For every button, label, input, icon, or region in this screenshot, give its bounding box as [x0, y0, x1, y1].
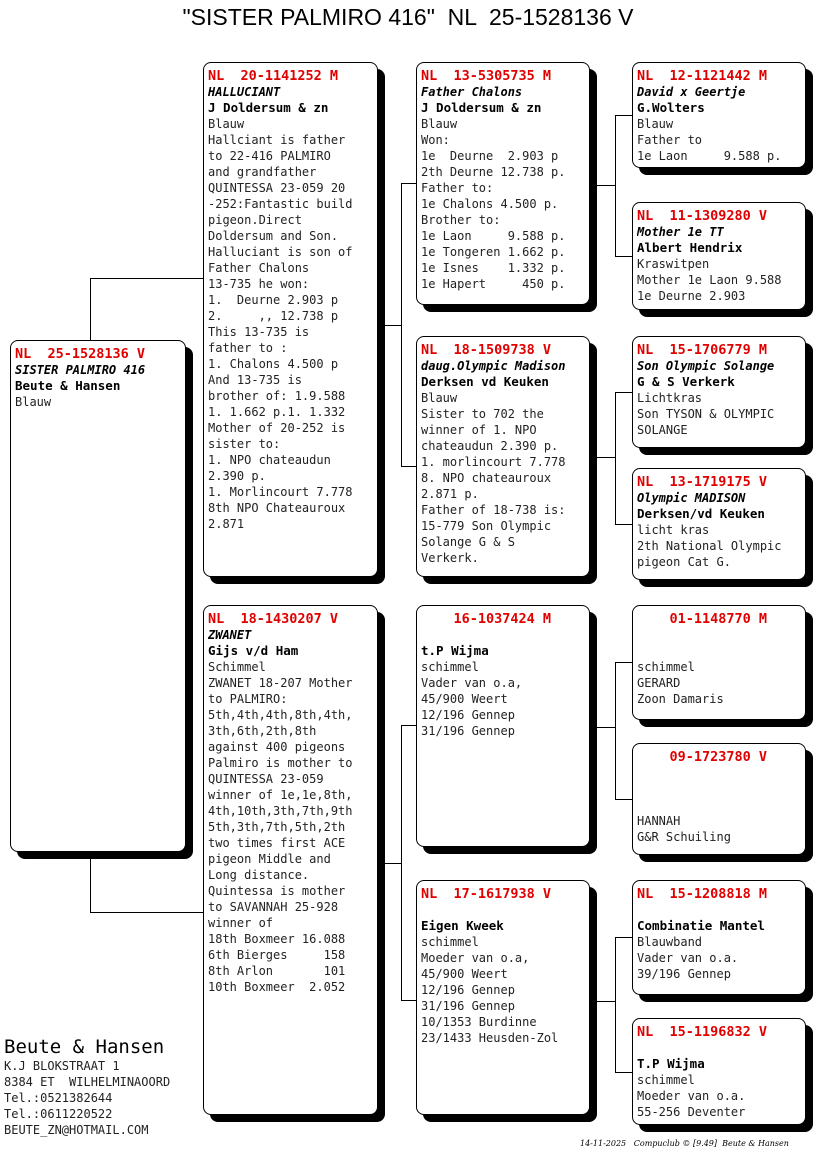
ring-number	[637, 208, 805, 224]
note-line: QUINTESSA 23-059 20	[208, 181, 346, 195]
ring-id: 13-1719175 V	[669, 474, 768, 490]
note-line: 1e Deurne 2.903	[637, 289, 746, 303]
pigeon-card-dam[interactable]	[203, 605, 378, 1115]
pigeon-color: Lichtkras	[637, 391, 703, 405]
breeder-name: Gijs v/d Ham	[208, 643, 299, 658]
ring-country: NL	[421, 886, 438, 902]
note-line: to PALMIRO:	[208, 692, 288, 706]
connector	[90, 859, 91, 912]
footer-credit: 14-11-2025 Compuclub © [9.49] Beute & Hansen	[580, 1139, 789, 1148]
ring-country: NL	[637, 474, 654, 490]
note-line: Verkerk.	[421, 551, 479, 565]
breeder-name: t.P Wijma	[421, 643, 489, 658]
pigeon-name	[637, 627, 805, 643]
note-line: -252:Fantastic build	[208, 197, 353, 211]
pigeon-card-sire-dam[interactable]	[416, 336, 590, 577]
connector	[385, 863, 401, 864]
note-line: Mother of 20-252 is	[208, 421, 346, 435]
note-line: 1. NPO chateaudun	[208, 453, 331, 467]
ring-id: 15-1706779 M	[669, 342, 768, 358]
note-line: 8. NPO chateauroux	[421, 471, 552, 485]
connector	[615, 937, 632, 938]
pigeon-name	[421, 627, 589, 643]
note-line: 1e Tongeren 1.662 p.	[421, 245, 566, 259]
note-line: Hallciant is father	[208, 133, 346, 147]
note-line: two times first ACE	[208, 836, 346, 850]
note-line: sister to:	[208, 437, 281, 451]
ring-number	[421, 886, 589, 902]
note-line: 18th Boxmeer 16.088	[208, 932, 346, 946]
breeder-name: Derksen/vd Keuken	[637, 506, 765, 521]
ring-country: NL	[637, 886, 654, 902]
pigeon-name: Olympic MADISON	[637, 491, 746, 505]
note-line: winner of 1e,1e,8th,	[208, 788, 353, 802]
pigeon-card-ggp-1[interactable]	[632, 62, 806, 168]
breeder-name: J Doldersum & zn	[421, 100, 542, 115]
note-line: Vader van o.a,	[421, 676, 523, 690]
note-line: This 13-735 is	[208, 325, 310, 339]
ring-number	[637, 342, 805, 358]
connector	[615, 1072, 632, 1073]
note-line: 12/196 Gennep	[421, 983, 515, 997]
pigeon-color: Kraswitpen	[637, 257, 710, 271]
note-line: 8th Arlon 101	[208, 964, 346, 978]
ring-number	[421, 611, 589, 627]
ring-country: NL	[15, 346, 32, 362]
ring-country: NL	[421, 342, 438, 358]
note-line: 1. Deurne 2.903 p	[208, 293, 339, 307]
note-line: And 13-735 is	[208, 373, 302, 387]
ring-number	[637, 886, 805, 902]
owner-address: K.J BLOKSTRAAT 1	[4, 1059, 120, 1073]
note-line: 2.871 p.	[421, 487, 479, 501]
breeder-name	[637, 643, 805, 659]
breeder-name: Combinatie Mantel	[637, 918, 765, 933]
pigeon-name	[637, 902, 805, 918]
note-line: Brother to:	[421, 213, 501, 227]
note-line: father to :	[208, 341, 288, 355]
pigeon-color: Blauw	[15, 395, 52, 409]
ring-id: 09-1723780 V	[669, 749, 768, 765]
note-line: Sister to 702 the	[421, 407, 544, 421]
pigeon-card-ggp-3[interactable]	[632, 336, 806, 448]
pigeon-name: HALLUCIANT	[208, 85, 281, 99]
ring-id: 15-1208818 M	[669, 886, 768, 902]
owner-email[interactable]: BEUTE_ZN@HOTMAIL.COM	[4, 1123, 149, 1137]
note-line: 2. ,, 12.738 p	[208, 309, 339, 323]
pigeon-name: David x Geertje	[637, 85, 746, 99]
ring-country: NL	[637, 68, 654, 84]
connector	[615, 115, 616, 256]
note-line: Solange G & S	[421, 535, 515, 549]
connector	[401, 183, 416, 184]
note-line: pigeon.Direct	[208, 213, 302, 227]
note-line: 4th,10th,3th,7th,9th	[208, 804, 353, 818]
note-line: pigeon Cat G.	[637, 555, 731, 569]
note-line: Halluciant is son of	[208, 245, 353, 259]
note-line: 5th,3th,7th,5th,2th	[208, 820, 346, 834]
note-line: 1. morlincourt 7.778	[421, 455, 566, 469]
breeder-name	[637, 781, 805, 797]
pigeon-color: schimmel	[421, 935, 479, 949]
note-line: 2th National Olympic	[637, 539, 782, 553]
note-line: and grandfather	[208, 165, 317, 179]
ring-country: NL	[637, 1024, 654, 1040]
pigeon-card-ggp-6[interactable]	[632, 743, 806, 855]
breeder-name: Albert Hendrix	[637, 240, 743, 255]
pigeon-color: Blauwband	[637, 935, 703, 949]
note-line: brother of: 1.9.588	[208, 389, 346, 403]
connector	[401, 725, 416, 726]
note-line: Son TYSON & OLYMPIC	[637, 407, 775, 421]
breeder-name: Beute & Hansen	[15, 378, 121, 393]
pigeon-name: Son Olympic Solange	[637, 359, 775, 373]
ring-country: NL	[208, 68, 225, 84]
note-line: 1e Isnes 1.332 p.	[421, 261, 566, 275]
breeder-name: G & S Verkerk	[637, 374, 735, 389]
note-line: 1e Laon 9.588 p.	[421, 229, 566, 243]
note-line: 39/196 Gennep	[637, 967, 731, 981]
note-line: HANNAH	[637, 814, 681, 828]
note-line: 3th,6th,2th,8th	[208, 724, 317, 738]
note-line: pigeon Middle and	[208, 852, 331, 866]
note-line: 1e Deurne 2.903 p	[421, 149, 559, 163]
note-line: 31/196 Gennep	[421, 724, 515, 738]
note-line: 1e Laon 9.588 p.	[637, 149, 782, 163]
note-line: 8th NPO Chateauroux	[208, 501, 346, 515]
pigeon-card-dam-dam[interactable]	[416, 880, 590, 1115]
owner-phone-2: Tel.:0611220522	[4, 1107, 113, 1121]
ring-id: 18-1509738 V	[453, 342, 552, 358]
note-line: 1e Hapert 450 p.	[421, 277, 566, 291]
note-line: Father Chalons	[208, 261, 310, 275]
note-line: 10/1353 Burdinne	[421, 1015, 537, 1029]
note-line: 1. 1.662 p.1. 1.332	[208, 405, 346, 419]
ring-number	[637, 611, 805, 627]
ring-country: NL	[421, 68, 438, 84]
breeder-name: Derksen vd Keuken	[421, 374, 549, 389]
connector	[615, 662, 616, 799]
breeder-name: T.P Wijma	[637, 1056, 705, 1071]
note-line: 45/900 Weert	[421, 692, 508, 706]
connector	[90, 912, 203, 913]
pigeon-name: SISTER PALMIRO 416	[15, 363, 146, 377]
pigeon-color: Blauw	[637, 117, 674, 131]
note-line: 45/900 Weert	[421, 967, 508, 981]
ring-number	[637, 749, 805, 765]
connector	[615, 662, 632, 663]
pigeon-color: Blauw	[421, 117, 458, 131]
connector	[615, 392, 616, 524]
pigeon-name: Mother 1e TT	[637, 225, 724, 239]
connector	[615, 937, 616, 1072]
note-line: 1. Morlincourt 7.778	[208, 485, 353, 499]
ring-number	[637, 1024, 805, 1040]
pigeon-card-dam-sire[interactable]	[416, 605, 590, 847]
pigeon-card-ggp-2[interactable]	[632, 202, 806, 310]
connector	[401, 725, 402, 1001]
note-line: Zoon Damaris	[637, 692, 724, 706]
connector	[90, 278, 203, 279]
note-line: 55-256 Deventer	[637, 1105, 746, 1119]
pigeon-color: licht kras	[637, 523, 710, 537]
connector	[401, 1000, 416, 1001]
note-line: 13-735 he won:	[208, 277, 310, 291]
note-line: 10th Boxmeer 2.052	[208, 980, 346, 994]
note-line: Father to	[637, 133, 703, 147]
ring-number	[637, 474, 805, 490]
note-line: to 22-416 PALMIRO	[208, 149, 331, 163]
note-line: 1. Chalons 4.500 p	[208, 357, 339, 371]
breeder-name: Eigen Kweek	[421, 918, 504, 933]
note-line: 2.871	[208, 517, 245, 531]
connector	[615, 115, 632, 116]
ring-id: 11-1309280 V	[669, 208, 768, 224]
connector	[615, 524, 632, 525]
note-line: 5th,4th,4th,8th,4th,	[208, 708, 353, 722]
note-line: Moeder van o.a,	[421, 951, 530, 965]
pigeon-name	[421, 902, 589, 918]
connector	[597, 1001, 615, 1002]
ring-id: 18-1430207 V	[240, 611, 339, 627]
note-line: Mother 1e Laon 9.588	[637, 273, 782, 287]
note-line: Quintessa is mother	[208, 884, 346, 898]
pigeon-name	[637, 765, 805, 781]
note-line: QUINTESSA 23-059	[208, 772, 324, 786]
note-line: Father of 18-738 is:	[421, 503, 566, 517]
note-line: winner of 1. NPO	[421, 423, 537, 437]
note-line: Palmiro is mother to	[208, 756, 353, 770]
pigeon-color: schimmel	[637, 1073, 695, 1087]
note-line: ZWANET 18-207 Mother	[208, 676, 353, 690]
pigeon-color: Blauw	[208, 117, 245, 131]
connector	[615, 256, 632, 257]
pigeon-card-ggp-8[interactable]	[632, 1018, 806, 1125]
note-line: G&R Schuiling	[637, 830, 731, 844]
ring-number	[208, 611, 377, 627]
note-line: 15-779 Son Olympic	[421, 519, 552, 533]
note-line: Moeder van o.a.	[637, 1089, 746, 1103]
connector	[597, 457, 615, 458]
ring-number	[208, 68, 377, 84]
ring-id: 25-1528136 V	[47, 346, 146, 362]
note-line: Father to:	[421, 181, 494, 195]
note-line: to SAVANNAH 25-928	[208, 900, 339, 914]
ring-id: 20-1141252 M	[240, 68, 339, 84]
note-line: 2.390 p.	[208, 469, 266, 483]
pigeon-name: ZWANET	[208, 628, 252, 642]
ring-number	[637, 68, 805, 84]
ring-number	[421, 342, 589, 358]
pigeon-card-ggp-5[interactable]	[632, 605, 806, 720]
ring-number	[421, 68, 589, 84]
connector	[401, 183, 402, 467]
connector	[401, 466, 416, 467]
ring-country: NL	[637, 208, 654, 224]
connector	[90, 278, 91, 340]
note-line: 31/196 Gennep	[421, 999, 515, 1013]
ring-country: NL	[208, 611, 225, 627]
ring-id: 16-1037424 M	[453, 611, 552, 627]
owner-city: 8384 ET WILHELMINAOORD	[4, 1075, 171, 1089]
pigeon-color	[637, 797, 805, 813]
note-line: 1e Chalons 4.500 p.	[421, 197, 559, 211]
note-line: Vader van o.a.	[637, 951, 739, 965]
ring-id: 13-5305735 M	[453, 68, 552, 84]
ring-id: 17-1617938 V	[453, 886, 552, 902]
ring-id: 15-1196832 V	[669, 1024, 768, 1040]
pigeon-card-sire-sire[interactable]	[416, 62, 590, 305]
note-line: winner of	[208, 916, 274, 930]
note-line: 23/1433 Heusden-Zol	[421, 1031, 559, 1045]
breeder-name: G.Wolters	[637, 100, 705, 115]
pigeon-card-sire[interactable]	[203, 62, 378, 577]
pigeon-name: daug.Olympic Madison	[421, 359, 566, 373]
owner-phone-1: Tel.:0521382644	[4, 1091, 113, 1105]
pigeon-color: schimmel	[637, 660, 695, 674]
note-line: Won:	[421, 133, 450, 147]
pigeon-name	[637, 1040, 805, 1056]
connector	[385, 325, 401, 326]
ring-id: 12-1121442 M	[669, 68, 768, 84]
owner-info	[4, 1036, 170, 1138]
note-line: 12/196 Gennep	[421, 708, 515, 722]
pedigree-title: "SISTER PALMIRO 416" NL 25-1528136 V	[182, 4, 634, 30]
pigeon-color: schimmel	[421, 660, 479, 674]
pigeon-color: Blauw	[421, 391, 458, 405]
owner-name: Beute & Hansen	[4, 1036, 165, 1058]
connector	[597, 727, 615, 728]
pigeon-card-ggp-4[interactable]	[632, 468, 806, 580]
note-line: chateaudun 2.390 p.	[421, 439, 559, 453]
connector	[597, 185, 615, 186]
note-line: SOLANGE	[637, 423, 688, 437]
note-line: against 400 pigeons	[208, 740, 346, 754]
pigeon-card-subject[interactable]	[10, 340, 186, 852]
pigeon-name: Father Chalons	[421, 85, 523, 99]
note-line: 2th Deurne 12.738 p.	[421, 165, 566, 179]
note-line: GERARD	[637, 676, 681, 690]
note-line: Doldersum and Son.	[208, 229, 339, 243]
connector	[615, 799, 632, 800]
connector	[615, 392, 632, 393]
ring-number	[15, 346, 185, 362]
breeder-name: J Doldersum & zn	[208, 100, 329, 115]
note-line: 6th Bierges 158	[208, 948, 346, 962]
ring-id: 01-1148770 M	[669, 611, 768, 627]
ring-country: NL	[637, 342, 654, 358]
pigeon-card-ggp-7[interactable]	[632, 880, 806, 995]
note-line: Long distance.	[208, 868, 310, 882]
pigeon-color: Schimmel	[208, 660, 266, 674]
